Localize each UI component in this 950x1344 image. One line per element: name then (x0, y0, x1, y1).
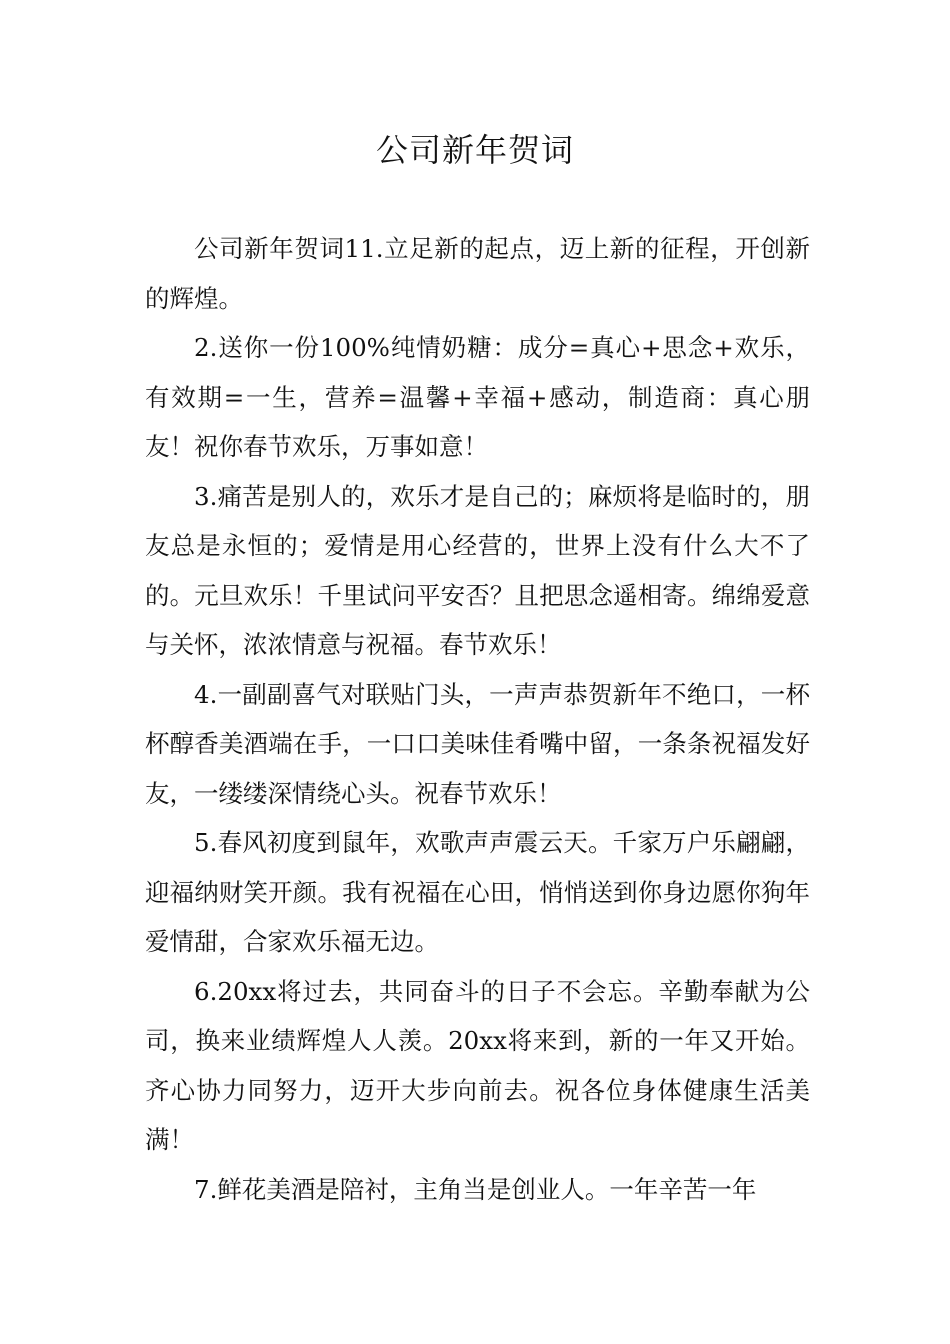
paragraph-4: 4.一副副喜气对联贴门头，一声声恭贺新年不绝口，一杯杯醇香美酒端在手，一口口美味佳肴嘴中留，一条条祝福发好友，一缕缕深情绕心头。祝春节欢乐！ (145, 679, 810, 808)
paragraph-1: 公司新年贺词11.立足新的起点，迈上新的征程，开创新的辉煌。 (145, 234, 810, 313)
paragraph-6: 6.20xx将过去，共同奋斗的日子不会忘。辛勤奉献为公司，换来业绩辉煌人人羡。20xx将来到，新的一年又开始。齐心协力同努力，迈开大步向前去。祝各位身体健康生活美满！ (145, 976, 810, 1154)
paragraph-2: 2.送你一份100%纯情奶糖：成分=真心+思念+欢乐，有效期=一生，营养=温馨+幸福+感动，制造商：真心朋友！祝你春节欢乐，万事如意！ (145, 333, 810, 461)
document-body (145, 224, 810, 1214)
paragraph-3: 3.痛苦是别人的，欢乐才是自己的；麻烦将是临时的，朋友总是永恒的；爱情是用心经营的，世界上没有什么大不了的。元旦欢乐！千里试问平安否？且把思念遥相寄。绵绵爱意与关怀，浓浓情意与祝福。春节欢乐！ (145, 481, 810, 659)
paragraph-7: 7.鲜花美酒是陪衬，主角当是创业人。一年辛苦一年 (194, 1174, 757, 1204)
document-title: 公司新年贺词 (375, 131, 574, 169)
paragraph-5: 5.春风初度到鼠年，欢歌声声震云天。千家万户乐翩翩，迎福纳财笑开颜。我有祝福在心田，悄悄送到你身边愿你狗年爱情甜，合家欢乐福无边。 (145, 828, 810, 956)
